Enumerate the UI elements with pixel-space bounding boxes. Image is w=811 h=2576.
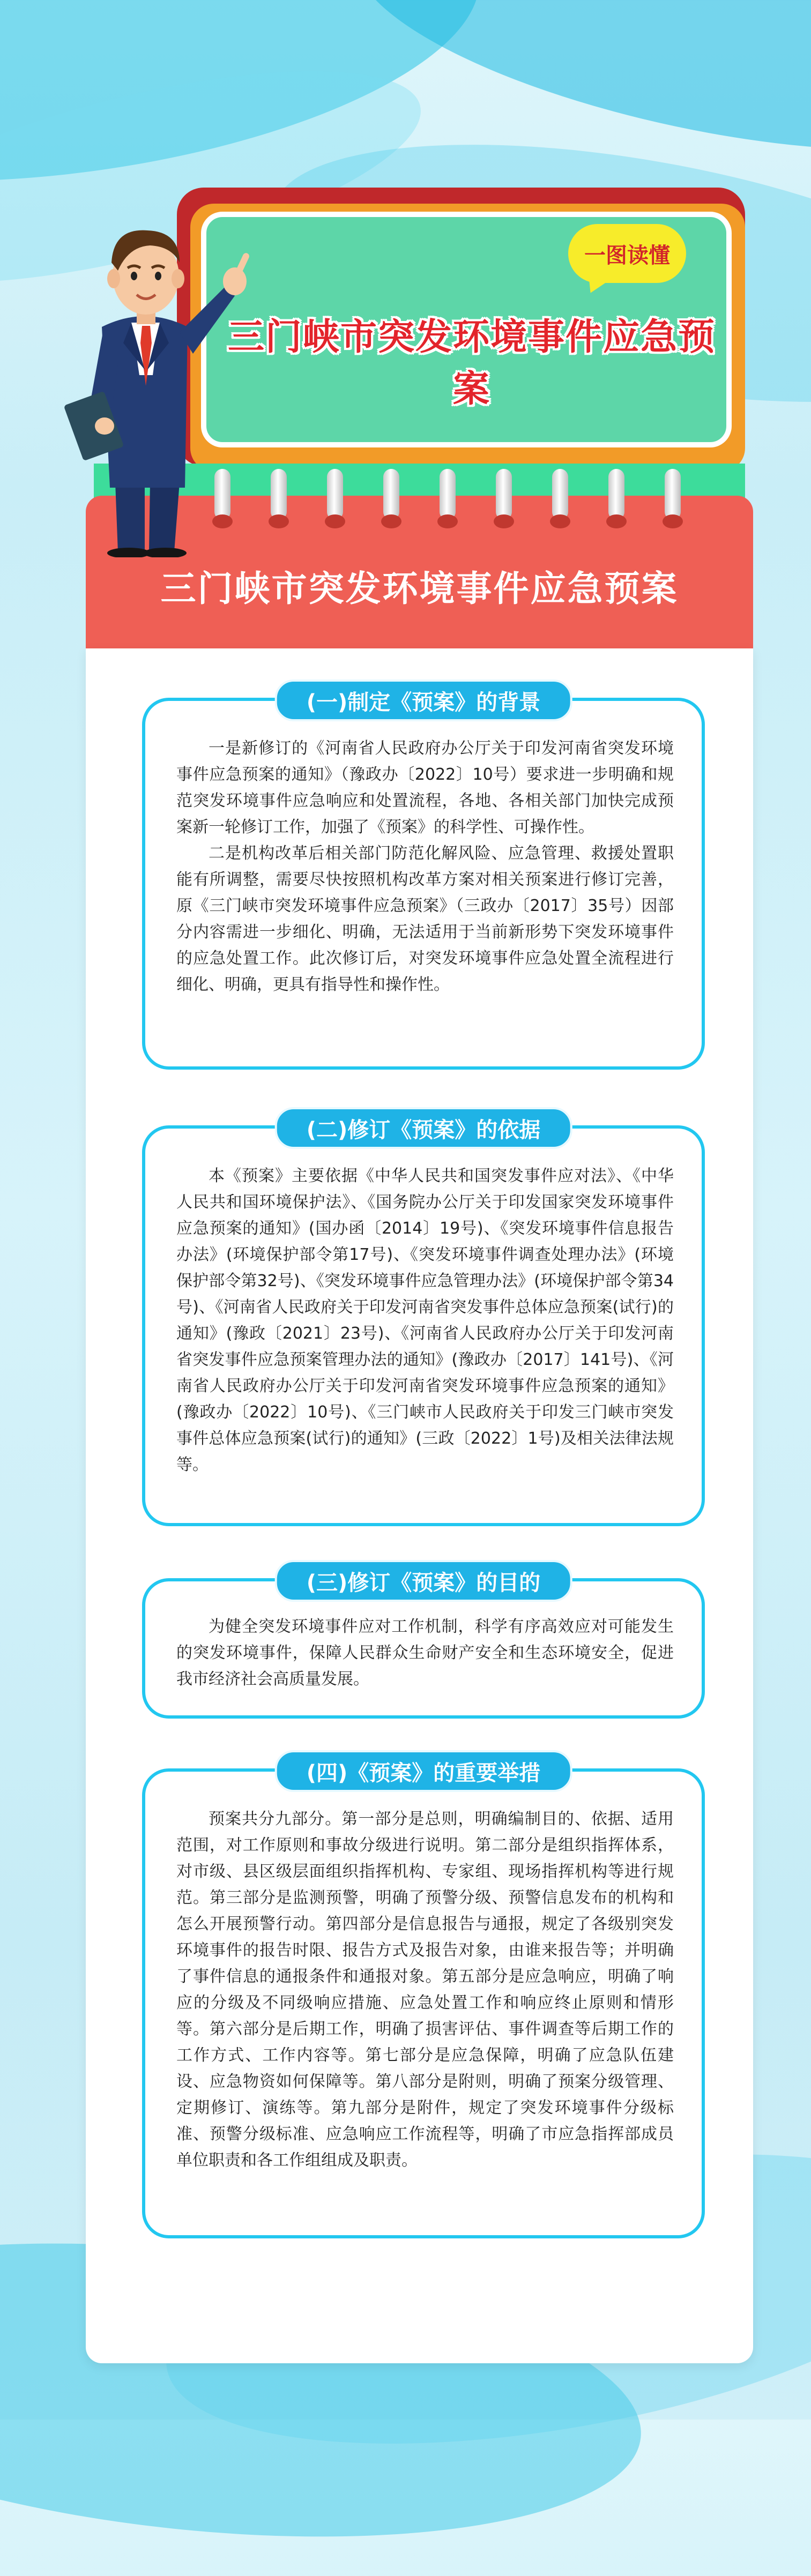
section-paragraph: 本《预案》主要依据《中华人民共和国突发事件应对法》、《中华人民共和国环境保护法》、《国务院办公厅关于印发国家突发环境事件应急预案的通知》(国办函〔2014〕19号)、《突发环境事件信息报告办法》(环境保护部令第17号)、《突发环境事件调查处理办法》(环境保护部令第32号)、《突发环境事件应急管理办法》(环境保护部令第34号)、《河南省人民政府关于印发河南省突发事件总体应急预案(试行)的通知》(豫政〔2021〕23号)、《河南省人民政府办公厅关于印发河南省突发事件应急预案管理办法的通知》(豫政办〔2017〕141号)、《河南省人民政府办公厅关于印发河南省突发环境事件应急预案的通知》(豫政办〔2022〕10号)、《三门峡市人民政府关于印发三门峡市突发事件总体应急预案(试行)的通知》(三政〔2022〕1号)及相关法律法规等。	[176, 1167, 674, 1474]
board-title: 三门峡市突发环境事件应急预案	[227, 316, 716, 410]
section-paragraph: 为健全突发环境事件应对工作机制，科学有序高效应对可能发生的突发环境事件，保障人民群众生命财产安全和生态环境安全，促进我市经济社会高质量发展。	[176, 1617, 674, 1689]
binder-ring-icon	[383, 469, 399, 531]
section-background	[142, 690, 705, 1070]
section-paragraph: 预案共分九部分。第一部分是总则，明确编制目的、依据、适用范围，对工作原则和事故分级进行说明。第二部分是组织指挥体系，对市级、县区级层面组织指挥机构、专家组、现场指挥机构等进行规范。第三部分是监测预警，明确了预警分级、预警信息发布的机构和怎么开展预警行动。第四部分是信息报告与通报，规定了各级别突发环境事件的报告时限、报告方式及报告对象，由谁来报告等；并明确了事件信息的通报条件和通报对象。第五部分是应急响应，明确了响应的分级及不同级响应措施、应急处置工作和响应终止原则和情形等。第六部分是后期工作，明确了损害评估、事件调查等后期工作的工作方式、工作内容等。第七部分是应急保障，明确了应急队伍建设、应急物资如何保障等。第八部分是附则，明确了预案分级管理、定期修订、演练等。第九部分是附件，规定了突发环境事件分级标准、预警分级标准、应急响应工作流程等，明确了市应急指挥部成员单位职责和各工作组组成及职责。	[176, 1810, 674, 2170]
binder-ring-icon	[608, 469, 624, 531]
section-basis	[142, 1117, 705, 1526]
section-heading: (一)制定《预案》的背景	[275, 680, 572, 721]
binder-ring-icon	[271, 469, 287, 531]
binder-ring-icon	[665, 469, 681, 531]
section-heading: (四)《预案》的重要举措	[275, 1750, 572, 1792]
section-paragraph: 一是新修订的《河南省人民政府办公厅关于印发河南省突发环境事件应急预案的通知》（豫政办〔2022〕10号）要求进一步明确和规范突发环境事件应急响应和处置流程，各地、各相关部门加快完成预案新一轮修订工作，加强了《预案》的科学性、可操作性。	[176, 739, 674, 837]
section-key-measures	[142, 1760, 705, 2238]
presenter-illustration	[64, 182, 257, 557]
binder-ring-icon	[440, 469, 456, 531]
background-wave	[335, 0, 811, 199]
badge-read-in-one-chart: 一图读懂	[568, 224, 686, 283]
calendar-title: 三门峡市突发环境事件应急预案	[160, 568, 679, 609]
section-heading: (二)修订《预案》的依据	[275, 1107, 572, 1149]
section-heading: (三)修订《预案》的目的	[275, 1560, 572, 1602]
section-paragraph: 二是机构改革后相关部门防范化解风险、应急管理、救援处置职能有所调整，需要尽快按照机构改革方案对相关预案进行修订完善，原《三门峡市突发环境事件应急预案》（三政办〔2017〕35号）因部分内容需进一步细化、明确，无法适用于当前新形势下突发环境事件的应急处置工作。此次修订后，对突发环境事件应急处置全流程进行细化、明确，更具有指导性和操作性。	[176, 844, 674, 994]
binder-ring-icon	[552, 469, 568, 531]
section-purpose	[142, 1570, 705, 1719]
binder-ring-icon	[327, 469, 343, 531]
binder-ring-icon	[496, 469, 512, 531]
